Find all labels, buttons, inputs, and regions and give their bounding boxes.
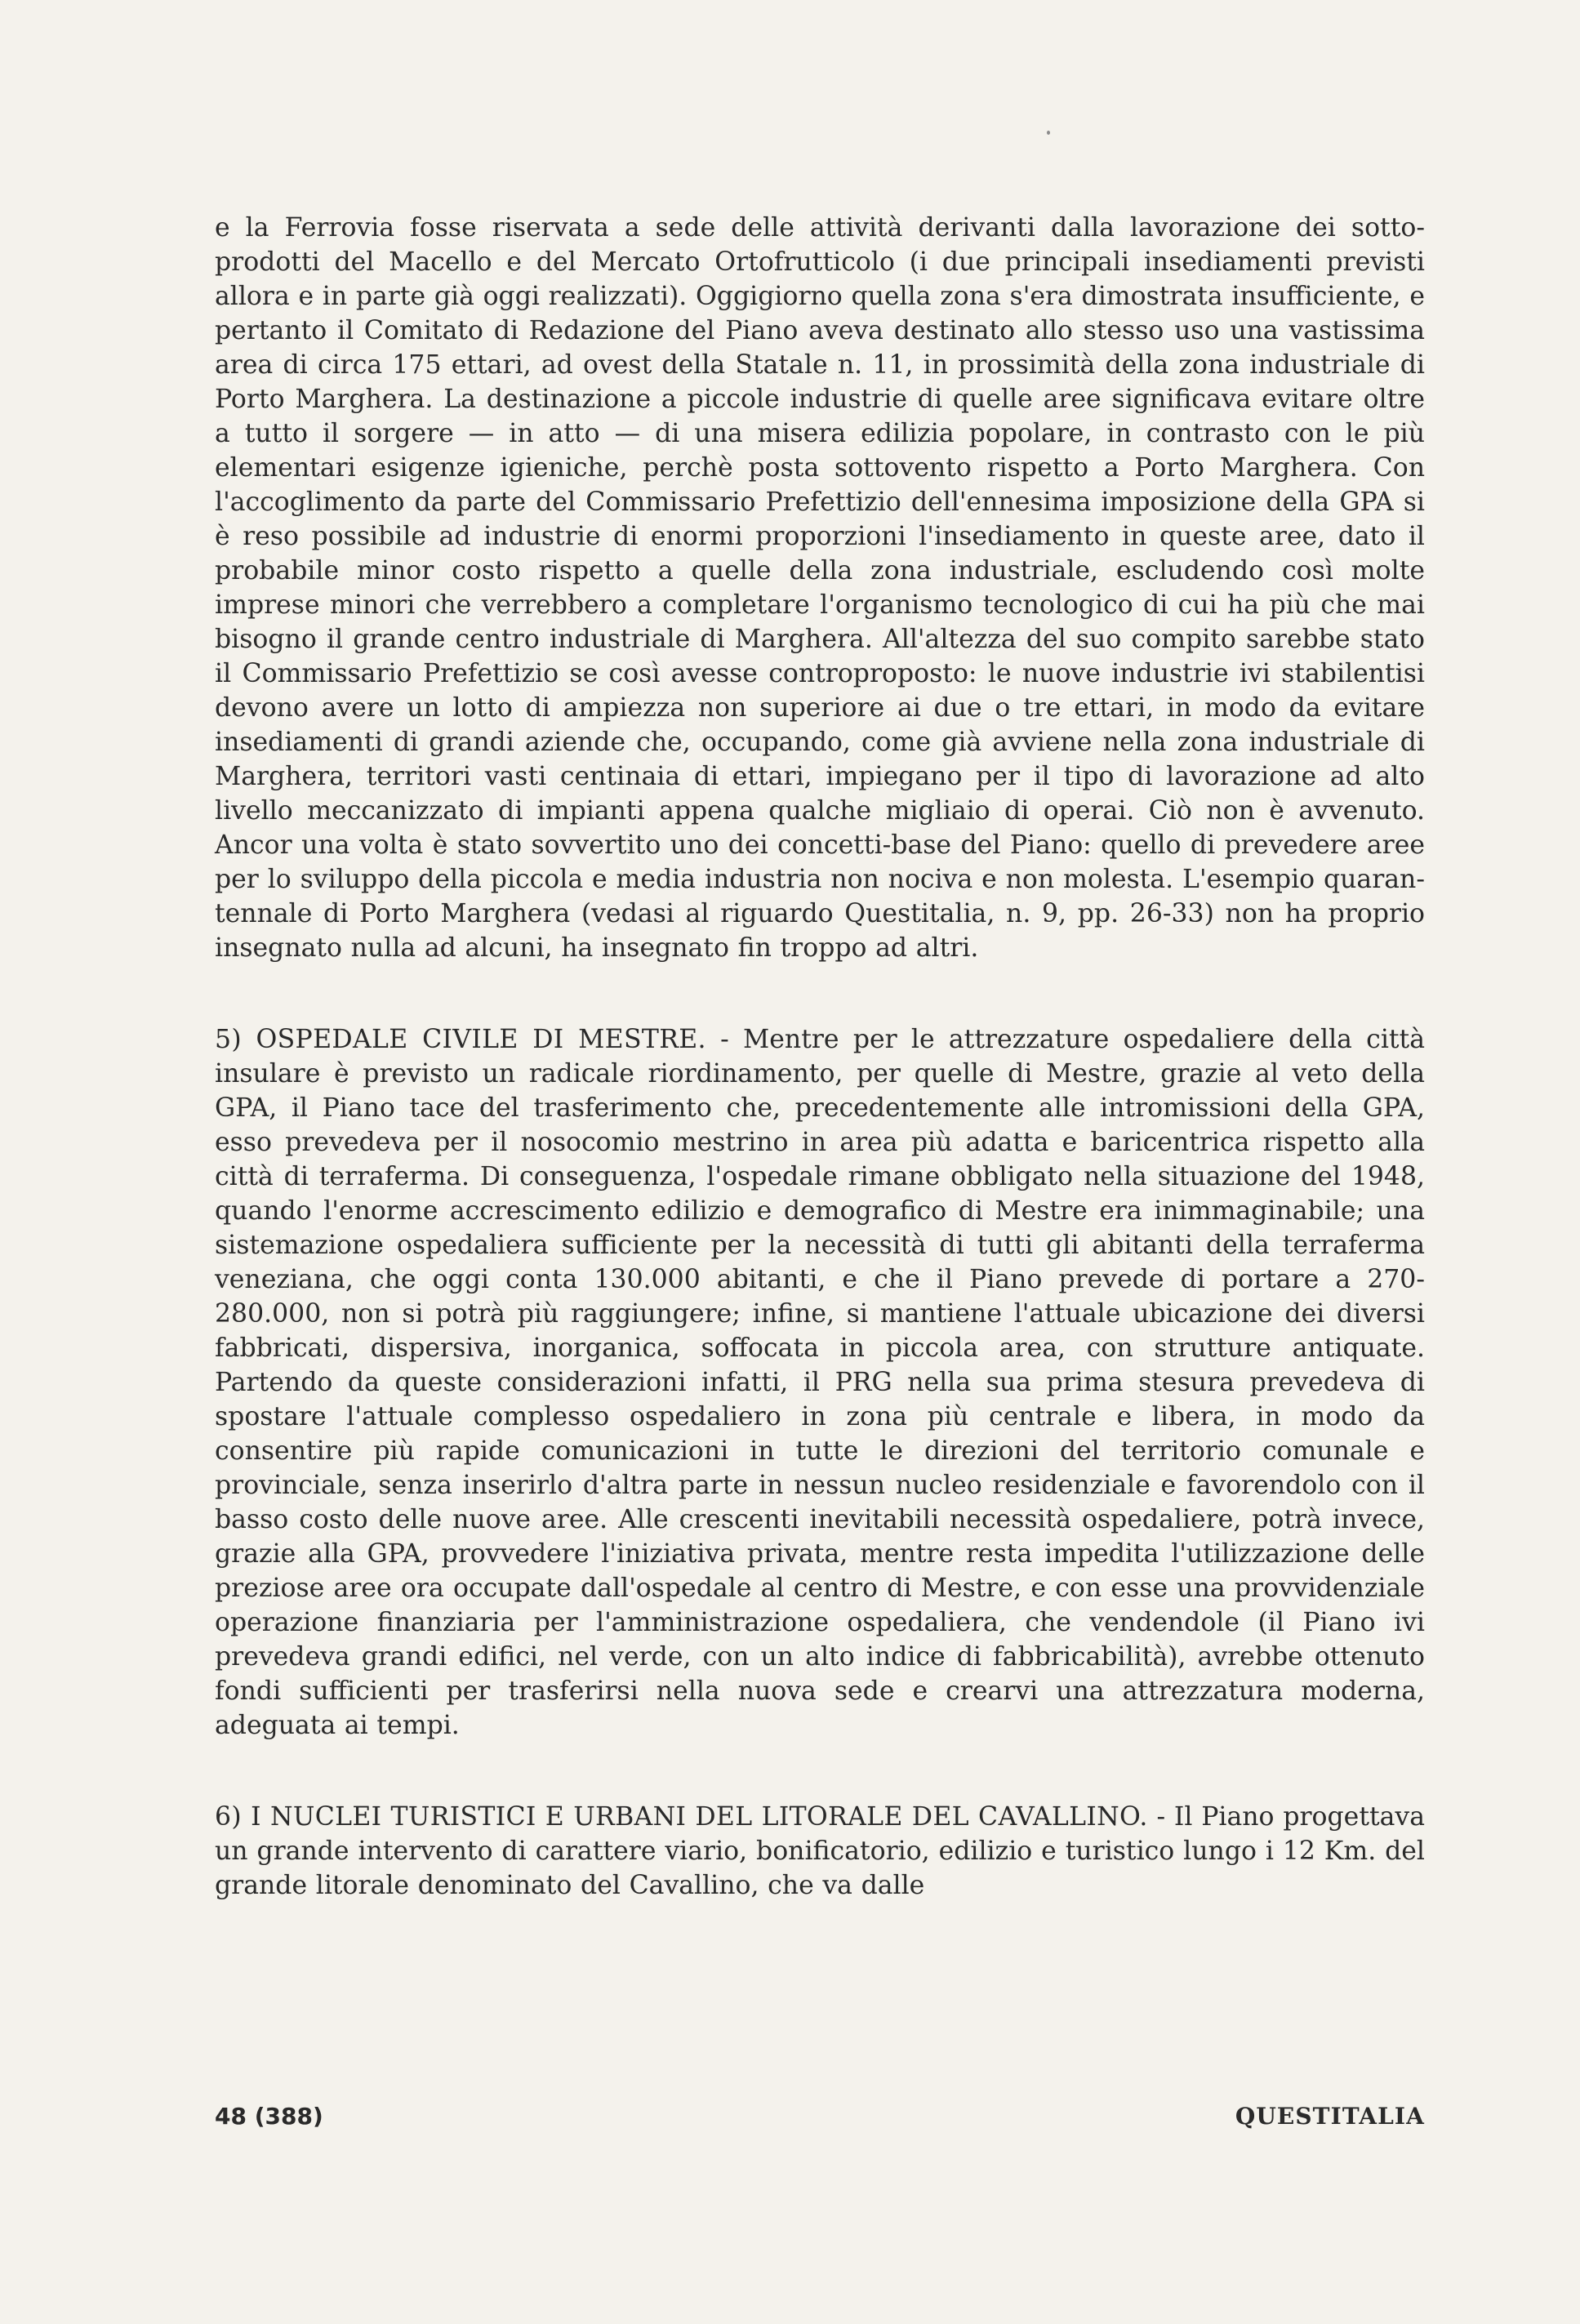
section-heading-5: 5) OSPEDALE CIVILE DI MESTRE. bbox=[215, 1025, 706, 1054]
section-heading-6: 6) I NUCLEI TURISTICI E URBANI DEL LITORALE DEL CAVALLINO. bbox=[215, 1802, 1148, 1832]
page-footer bbox=[215, 2103, 1425, 2130]
paragraph-text: e la Ferrovia fosse riservata a sede delle attività derivanti dalla lavorazione dei sottoprodotti del Macello e del Mercato Ortofrutticolo (i due principali insediamenti previsti allora e in parte già oggi realizzati). Oggigiorno quella zona s'era dimostrata insufficiente, e pertanto il Comitato di Redazione del Piano aveva destinato allo stesso uso una vastissima area di circa 175 ettari, ad ovest della Statale n. 11, in prossimità della zona industriale di Porto Marghera. La destinazione a piccole industrie di quelle aree significava evitare oltre a tutto il sorgere — in atto — di una misera edilizia popolare, in contrasto con le più elementari esigenze igieniche, perchè posta sottovento rispetto a Porto Marghera. Con l'accoglimento da parte del Commissario Prefettizio dell'ennesima imposizione della GPA si è reso possibile ad industrie di enormi proporzioni l'insediamento in queste aree, dato il probabile minor costo rispetto a quelle della zona industriale, escludendo così molte imprese minori che verrebbero a completare l'organismo tecnologico di cui ha più che mai bisogno il grande centro industriale di Marghera. All'altezza del suo compito sarebbe stato il Commissario Prefettizio se così avesse controproposto: le nuove industrie ivi stabilentisi devono avere un lotto di ampiezza non superiore ai due o tre ettari, in modo da evitare insediamenti di grandi aziende che, occupando, come già avviene nella zona industriale di Marghera, territori vasti centinaia di ettari, impiegano per il tipo di lavorazione ad alto livello meccanizzato di impianti appena qualche migliaio di operai. Ciò non è avvenuto. Ancor una volta è stato sovvertito uno dei concetti-base del Piano: quello di prevedere aree per lo sviluppo della piccola e media industria non nociva e non molesta. L'esempio quarantennale di Porto Marghera (vedasi al riguardo Questitalia, n. 9, pp. 26-33) non ha proprio insegnato nulla ad alcuni, ha insegnato fin troppo ad altri. bbox=[215, 213, 1425, 963]
paper-speck bbox=[1047, 131, 1050, 135]
paragraph-litorale-cavallino bbox=[215, 1800, 1425, 1903]
page-number: 48 (388) bbox=[215, 2103, 323, 2130]
paragraph-text: - Il Piano progettava un grande intervento di carattere viario, bonificatorio, edilizio e turistico lungo i 12 Km. del grande litorale denominato del Cavallino, che va dalle bbox=[215, 1802, 1425, 1900]
paragraph-industrial-zone bbox=[215, 211, 1425, 965]
journal-name: QUESTITALIA bbox=[1235, 2103, 1425, 2130]
paragraph-text: - Mentre per le attrezzature ospedaliere della città insulare è previsto un radicale riordinamento, per quelle di Mestre, grazie al veto della GPA, il Piano tace del trasferimento che, precedentemente alle intromissioni della GPA, esso prevedeva per il nosocomio mestrino in area più adatta e baricentrica rispetto alla città di terraferma. Di conseguenza, l'ospedale rimane obbligato nella situazione del 1948, quando l'enorme accrescimento edilizio e demografico di Mestre era inimmaginabile; una sistemazione ospedaliera sufficiente per la necessità di tutti gli abitanti della terraferma veneziana, che oggi conta 130.000 abitanti, e che il Piano prevede di portare a 270-280.000, non si potrà più raggiungere; infine, si mantiene l'attuale ubicazione dei diversi fabbricati, dispersiva, inorganica, soffocata in piccola area, con strutture antiquate. Partendo da queste considerazioni infatti, il PRG nella sua prima stesura prevedeva di spostare l'attuale complesso ospedaliero in zona più centrale e libera, in modo da consentire più rapide comunicazioni in tutte le direzioni del territorio comunale e provinciale, senza inserirlo d'altra parte in nessun nucleo residenziale e favorendolo con il basso costo delle nuove aree. Alle crescenti inevitabili necessità ospedaliere, potrà invece, grazie alla GPA, provvedere l'iniziativa privata, mentre resta impedita l'utilizzazione delle preziose aree ora occupate dall'ospedale al centro di Mestre, e con esse una provvidenziale operazione finanziaria per l'amministrazione ospedaliera, che vendendole (il Piano ivi prevedeva grandi edifici, nel verde, con un alto indice di fabbricabilità), avrebbe ottenuto fondi sufficienti per trasferirsi nella nuova sede e crearvi una attrezzatura moderna, adeguata ai tempi. bbox=[215, 1025, 1425, 1740]
article-body bbox=[215, 211, 1425, 1903]
paragraph-ospedale-mestre bbox=[215, 1022, 1425, 1743]
